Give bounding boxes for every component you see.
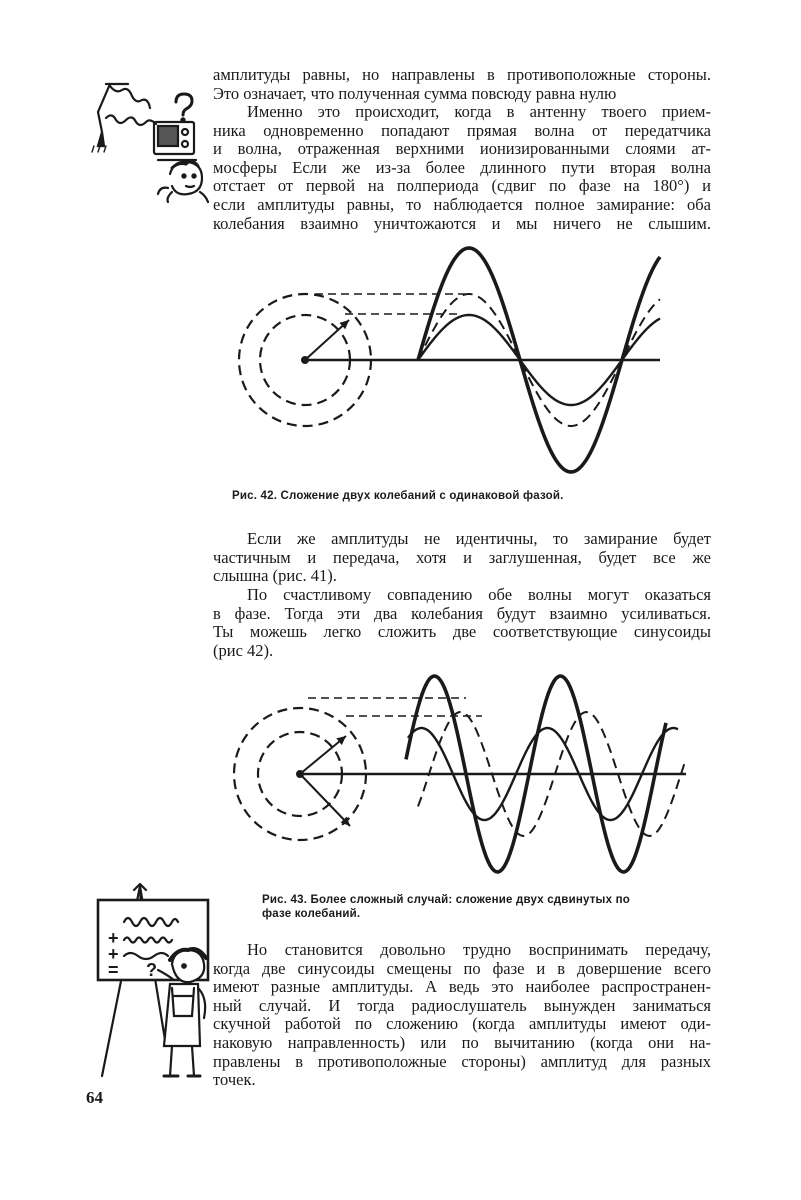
- easel-plus-sign: +: [108, 944, 119, 964]
- paragraph-3-line: частичным и передача, хотя и заглушенная, будет все же: [213, 547, 711, 567]
- paragraph-2-line: если амплитуды равны, то наблюдается полное замирание: оба: [213, 194, 711, 214]
- paragraph-1-line: Это означает, что полученная сумма повсюду равна нулю: [213, 83, 617, 103]
- easel-equals-sign: =: [108, 960, 119, 980]
- paragraph-5: [213, 941, 711, 1090]
- paragraph-4-line: По счастливому совпадению обе волны могут оказаться: [247, 585, 711, 604]
- paragraph-5-line: точек.: [213, 1070, 256, 1090]
- paragraph-2-line: ника одновременно попадают прямая волна от передатчика: [213, 120, 711, 140]
- paragraph-5-line: Но становится довольно трудно воспринимать передачу,: [247, 940, 711, 959]
- rotating-vector-2: [300, 774, 350, 826]
- figure-43-diagram: [230, 668, 700, 878]
- figure-43-caption: [262, 893, 692, 921]
- paragraph-4-line: Ты можешь легко сложить две соответствующие синусоиды: [213, 622, 711, 642]
- figure-43-caption-line-2: фазе колебаний.: [262, 908, 361, 920]
- paragraph-2: [213, 103, 711, 233]
- paragraph-2-line: отстает от первой на полпериода (сдвиг по фазе на 180°) и: [213, 176, 711, 196]
- paragraph-4-line: в фазе. Тогда эти два колебания будут взаимно усиливаться.: [213, 603, 711, 623]
- figure-42-diagram: [230, 238, 700, 478]
- easel-plus-sign: +: [108, 928, 119, 948]
- paragraph-1-line: амплитуды равны, но направлены в противоположные стороны.: [213, 65, 711, 84]
- paragraph-2-line: и волна, отраженная верхними ионизированными слоями ат-: [213, 139, 711, 159]
- paragraph-1: [213, 66, 711, 103]
- figure-42-caption: Рис. 42. Сложение двух колебаний с одинаковой фазой.: [232, 490, 564, 502]
- paragraph-3-line: Если же амплитуды не идентичны, то замирание будет: [247, 529, 711, 548]
- paragraph-5-line: правлены в противоположные стороны) амплитуд для разных: [213, 1051, 711, 1071]
- paragraph-4-line: (рис 42).: [213, 640, 274, 660]
- paragraph-5-line: ный случай. И тогда радиослушатель вынужден заниматься: [213, 995, 711, 1015]
- paragraph-4: [213, 586, 711, 660]
- easel-question-mark: ?: [146, 960, 157, 980]
- figure-43-caption-line-1: Рис. 43. Более сложный случай: сложение двух сдвинутых по: [262, 894, 630, 906]
- paragraph-5-line: наковую направленность) или по вычитанию (когда они на-: [213, 1032, 711, 1052]
- paragraph-5-line: когда две синусоиды смещены по фазе и в довершение всего: [213, 958, 711, 978]
- paragraph-2-line: колебания взаимно уничтожаются и мы ничего не слышим.: [213, 213, 711, 233]
- paragraph-5-line: скучной работой по сложению (когда амплитуды имеют оди-: [213, 1014, 711, 1034]
- cartoon-easel-boy-illustration: [88, 876, 218, 1086]
- paragraph-2-line: мосферы Если же из-за более длинного пути вторая волна: [213, 157, 711, 177]
- cartoon-radio-boy-illustration: [88, 72, 216, 202]
- paragraph-3: [213, 530, 711, 586]
- paragraph-2-line: Именно это происходит, когда в антенну твоего прием-: [247, 102, 711, 121]
- paragraph-3-line: слышна (рис. 41).: [213, 566, 337, 586]
- paragraph-5-line: имеют разные амплитуды. А ведь это наиболее распространен-: [213, 977, 711, 997]
- page-number: 64: [86, 1088, 103, 1107]
